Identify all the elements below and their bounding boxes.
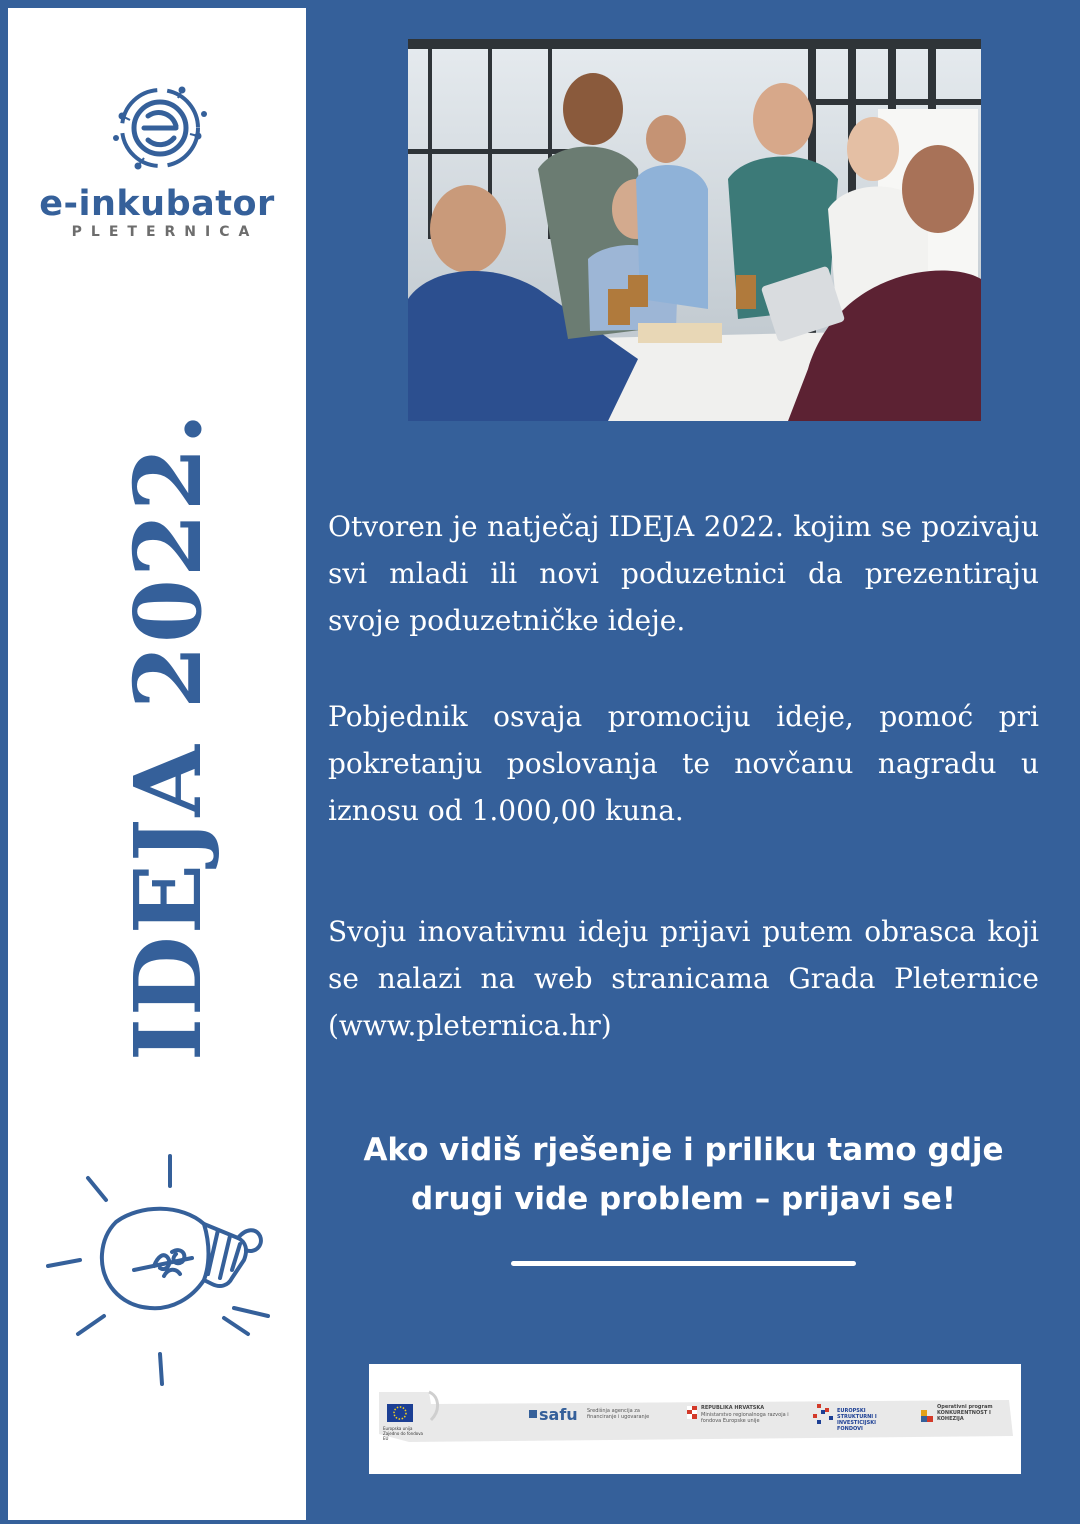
safu-description: Središnja agencija za financiranje i ugovaranje <box>587 1408 650 1420</box>
paragraph-prize: Pobjednik osvaja promociju ideje, pomoć pri pokretanju poslovanja te novčanu nagradu u iznosu od 1.000,00 kuna. <box>328 700 1039 827</box>
eu-flag-icon <box>387 1404 413 1422</box>
slogan: Ako vidiš rješenje i priliku tamo gdje drugi vide problem – prijavi se! <box>363 1132 1004 1217</box>
lightbulb-icon <box>42 1148 272 1388</box>
ministry-label: Ministarstvo regionalnoga razvoja i fondova Europske unije <box>701 1412 789 1424</box>
paragraph-apply: Svoju inovativnu ideju prijavi putem obrasca koji se nalazi na web stranicama Grada Pleternice (www.pleternica.hr) <box>328 915 1039 1042</box>
e-inkubator-logo-icon <box>108 76 212 180</box>
operational-programme-label: Operativni program KONKURENTNOST I KOHEZIJA <box>937 1404 993 1422</box>
page-title: IDEJA 2022. <box>114 411 222 1061</box>
team-meeting-photo <box>408 39 981 421</box>
funders-logo-strip <box>369 1364 1021 1474</box>
paragraph-announcement: Otvoren je natječaj IDEJA 2022. kojim se pozivaju svi mladi ili novi poduzetnici da prezentiraju svoje poduzetničke ideje. <box>328 510 1039 637</box>
divider <box>511 1261 856 1266</box>
brand-subtitle: PLETERNICA <box>71 224 259 240</box>
left-panel <box>8 8 306 1520</box>
safu-logo: safu <box>539 1405 578 1424</box>
brand-name: e-inkubator <box>39 184 275 224</box>
eu-label: Europska unija Zajedno do fondova EU <box>383 1426 424 1441</box>
republic-label: REPUBLIKA HRVATSKA <box>701 1405 765 1411</box>
esif-label: EUROPSKI STRUKTURNI I INVESTICIJSKI FONDOVI <box>837 1408 877 1432</box>
